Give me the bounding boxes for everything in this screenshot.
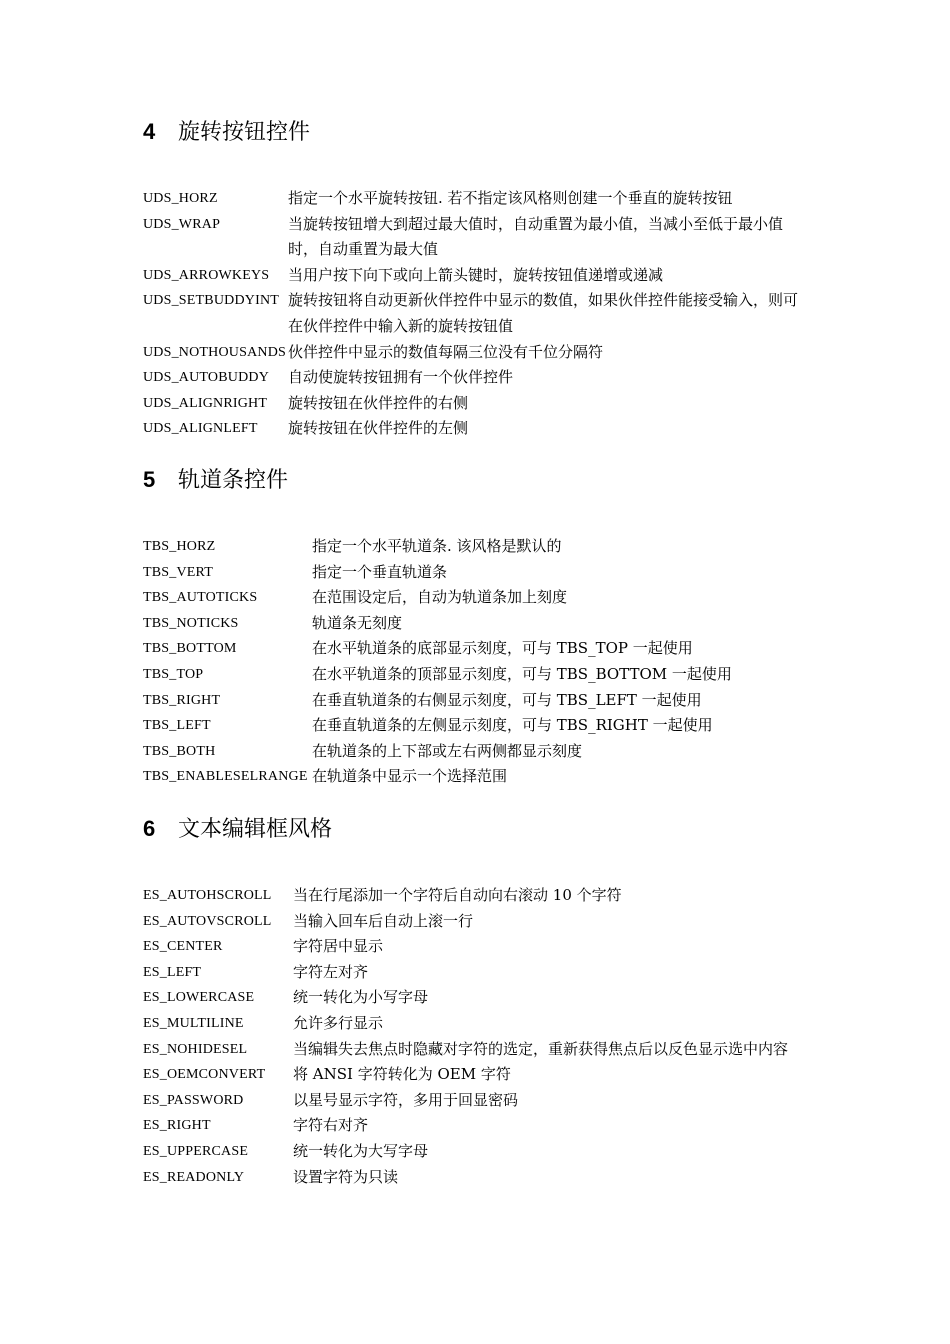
style-constant: TBS_AUTOTICKS xyxy=(143,590,258,606)
style-row xyxy=(143,416,823,442)
style-row xyxy=(143,764,823,790)
section-spin-button xyxy=(143,118,823,438)
style-description: 轨道条无刻度 xyxy=(312,613,403,632)
style-description: 在垂直轨道条的左侧显示刻度，可与 TBS_RIGHT 一起使用 xyxy=(312,716,713,735)
style-row xyxy=(143,611,823,637)
style-row xyxy=(143,1011,823,1037)
section-number: 6 xyxy=(143,816,156,841)
section-title: 文本编辑框风格 xyxy=(178,817,333,842)
section-title: 旋转按钮控件 xyxy=(178,120,311,145)
style-description: 将 ANSI 字符转化为 OEM 字符 xyxy=(293,1065,511,1084)
style-row xyxy=(143,1165,823,1191)
section-heading xyxy=(143,815,823,843)
style-row xyxy=(143,263,823,289)
style-description: 旋转按钮在伙伴控件的右侧 xyxy=(288,393,469,412)
style-constant: ES_OEMCONVERT xyxy=(143,1067,266,1083)
style-constant: UDS_AUTOBUDDY xyxy=(143,370,270,386)
section-number: 5 xyxy=(143,467,156,492)
style-description: 在垂直轨道条的右侧显示刻度，可与 TBS_LEFT 一起使用 xyxy=(312,690,702,709)
style-constant: TBS_NOTICKS xyxy=(143,615,239,631)
style-row xyxy=(143,960,823,986)
style-constant: ES_AUTOHSCROLL xyxy=(143,888,272,903)
style-description: 当用户按下向下或向上箭头键时，旋转按钮值递增或递减 xyxy=(288,265,664,284)
style-constant: UDS_HORZ xyxy=(143,191,218,206)
style-row xyxy=(143,340,823,366)
style-row xyxy=(143,688,823,714)
style-row xyxy=(143,985,823,1011)
style-row xyxy=(143,713,823,739)
style-constant: TBS_ENABLESELRANGE xyxy=(143,769,308,785)
style-list xyxy=(143,883,823,1190)
style-description: 当旋转按钮增大到超过最大值时，自动重置为最小值，当减小至低于最小值时，自动重置为最大值 xyxy=(288,214,784,259)
section-edit-box xyxy=(143,815,823,1186)
section-title: 轨道条控件 xyxy=(178,468,289,493)
style-row xyxy=(143,212,823,263)
style-constant: ES_MULTILINE xyxy=(143,1015,244,1031)
style-constant: TBS_RIGHT xyxy=(143,692,221,708)
style-row xyxy=(143,1037,823,1063)
style-description: 在水平轨道条的底部显示刻度，可与 TBS_TOP 一起使用 xyxy=(312,639,693,658)
style-constant: UDS_NOTHOUSANDS xyxy=(143,344,287,360)
style-row xyxy=(143,365,823,391)
style-description: 伙伴控件中显示的数值每隔三位没有千位分隔符 xyxy=(288,342,604,361)
style-row xyxy=(143,909,823,935)
style-constant: TBS_LEFT xyxy=(143,718,211,734)
style-description: 当在行尾添加一个字符后自动向右滚动 10 个字符 xyxy=(293,886,622,904)
style-row xyxy=(143,1062,823,1088)
style-row xyxy=(143,1113,823,1139)
style-constant: UDS_SETBUDDYINT xyxy=(143,293,279,309)
style-row xyxy=(143,186,823,212)
section-heading xyxy=(143,466,823,494)
style-description: 旋转按钮在伙伴控件的左侧 xyxy=(288,419,469,438)
style-description: 在轨道条的上下部或左右两侧都显示刻度 xyxy=(312,741,583,760)
style-description: 自动使旋转按钮拥有一个伙伴控件 xyxy=(288,368,514,387)
style-description: 在范围设定后，自动为轨道条加上刻度 xyxy=(312,588,568,607)
section-heading xyxy=(143,118,823,146)
style-description: 字符右对齐 xyxy=(293,1116,369,1135)
style-row xyxy=(143,288,823,339)
style-constant: ES_UPPERCASE xyxy=(143,1143,249,1159)
style-description: 字符居中显示 xyxy=(293,937,384,956)
style-constant: ES_AUTOVSCROLL xyxy=(143,913,272,929)
style-constant: ES_CENTER xyxy=(143,939,223,955)
style-description: 指定一个水平旋转按钮. 若不指定该风格则创建一个垂直的旋转按钮 xyxy=(288,189,733,207)
style-row xyxy=(143,1088,823,1114)
style-description: 指定一个水平轨道条. 该风格是默认的 xyxy=(312,537,562,555)
style-constant: ES_PASSWORD xyxy=(143,1092,244,1108)
style-constant: ES_NOHIDESEL xyxy=(143,1041,248,1057)
style-list xyxy=(143,186,823,442)
style-constant: ES_LOWERCASE xyxy=(143,990,255,1006)
style-description: 统一转化为大写字母 xyxy=(293,1141,429,1160)
style-description: 当输入回车后自动上滚一行 xyxy=(293,911,474,930)
style-description: 允许多行显示 xyxy=(293,1013,384,1032)
style-description: 设置字符为只读 xyxy=(293,1167,399,1186)
section-number: 4 xyxy=(143,119,156,144)
style-constant: UDS_ARROWKEYS xyxy=(143,267,270,283)
style-description: 统一转化为小写字母 xyxy=(293,988,429,1007)
style-constant: TBS_TOP xyxy=(143,666,204,682)
style-constant: TBS_HORZ xyxy=(143,539,216,554)
style-row xyxy=(143,739,823,765)
style-constant: TBS_VERT xyxy=(143,564,213,580)
style-list xyxy=(143,534,823,790)
style-row xyxy=(143,636,823,662)
style-row xyxy=(143,662,823,688)
style-description: 以星号显示字符，多用于回显密码 xyxy=(293,1090,519,1109)
style-constant: UDS_ALIGNRIGHT xyxy=(143,395,268,411)
style-row xyxy=(143,585,823,611)
style-constant: ES_LEFT xyxy=(143,964,202,980)
style-constant: UDS_WRAP xyxy=(143,216,221,232)
style-constant: ES_READONLY xyxy=(143,1169,245,1185)
style-row xyxy=(143,1139,823,1165)
style-row xyxy=(143,883,823,909)
style-constant: ES_RIGHT xyxy=(143,1118,211,1134)
style-description: 在轨道条中显示一个选择范围 xyxy=(312,767,508,786)
style-row xyxy=(143,560,823,586)
section-trackbar xyxy=(143,466,823,786)
style-row xyxy=(143,391,823,417)
style-description: 指定一个垂直轨道条 xyxy=(312,562,448,581)
style-row xyxy=(143,934,823,960)
style-constant: UDS_ALIGNLEFT xyxy=(143,421,258,437)
style-row xyxy=(143,534,823,560)
style-description: 旋转按钮将自动更新伙伴控件中显示的数值，如果伙伴控件能接受输入，则可在伙伴控件中输入新的旋转按钮值 xyxy=(288,291,799,335)
style-description: 当编辑失去焦点时隐藏对字符的选定，重新获得焦点后以反色显示选中内容 xyxy=(293,1039,789,1058)
style-description: 字符左对齐 xyxy=(293,962,369,981)
style-constant: TBS_BOTH xyxy=(143,743,216,759)
style-constant: TBS_BOTTOM xyxy=(143,641,237,657)
style-description: 在水平轨道条的顶部显示刻度，可与 TBS_BOTTOM 一起使用 xyxy=(312,664,732,683)
